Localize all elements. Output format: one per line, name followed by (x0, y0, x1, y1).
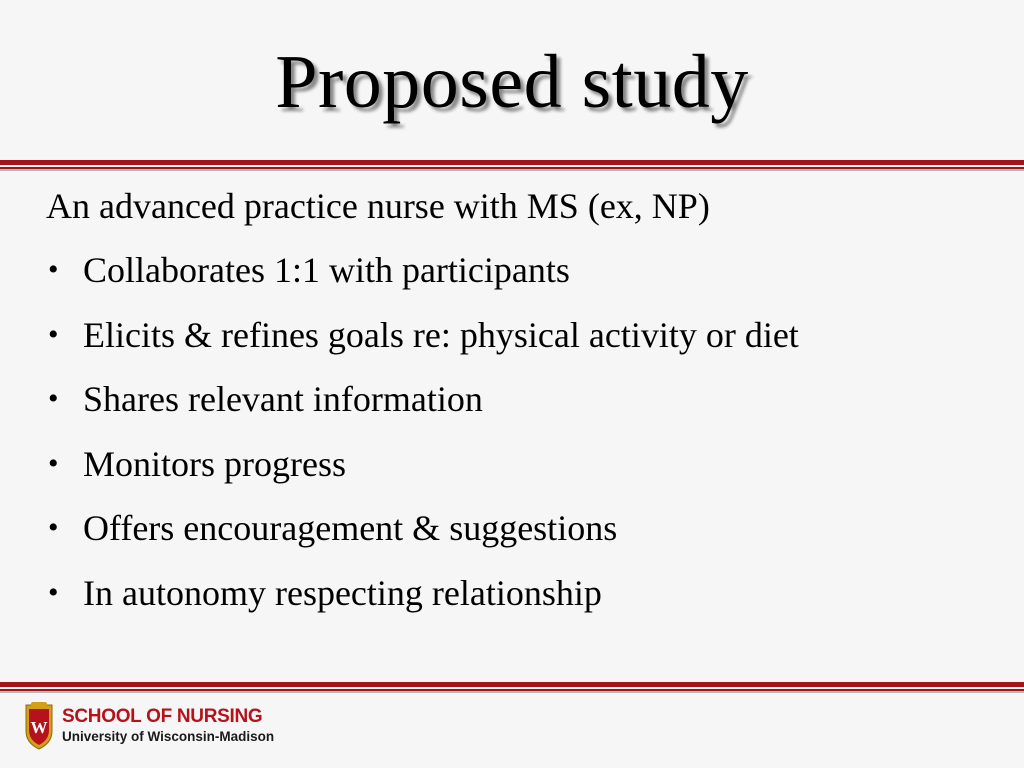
bullet-icon: • (48, 511, 59, 544)
bullet-icon: • (48, 575, 59, 609)
bullet-icon: • (48, 317, 59, 351)
bullet-text: Collaborates 1:1 with participants (83, 250, 570, 290)
bullet-text: In autonomy respecting relationship (83, 572, 602, 613)
list-item (46, 246, 1006, 294)
slide-title: Proposed study (275, 40, 749, 124)
bullet-text: Offers encouragement & suggestions (83, 508, 618, 548)
bullet-text: Elicits & refines goals re: physical activity or diet (83, 314, 799, 355)
bullet-text: Shares relevant information (83, 379, 483, 419)
slide-body (46, 182, 1006, 633)
bullet-icon: • (48, 253, 59, 286)
school-logo (24, 700, 274, 752)
list-item (46, 375, 1006, 423)
list-item (46, 569, 1006, 617)
svg-text:W: W (30, 718, 48, 737)
bullet-list (46, 246, 1006, 617)
logo-subtitle: University of Wisconsin-Madison (62, 729, 275, 744)
lead-text: An advanced practice nurse with MS (ex, NP) (46, 186, 710, 226)
list-item (46, 504, 1006, 552)
bullet-icon: • (48, 446, 59, 480)
bullet-icon: • (48, 382, 59, 415)
bottom-divider (0, 682, 1024, 693)
list-item (46, 440, 1006, 488)
bullet-text: Monitors progress (83, 443, 346, 484)
list-item (46, 311, 1006, 359)
logo-title: SCHOOL OF NURSING (62, 706, 263, 727)
uw-crest-icon (24, 701, 54, 751)
top-divider (0, 160, 1024, 171)
